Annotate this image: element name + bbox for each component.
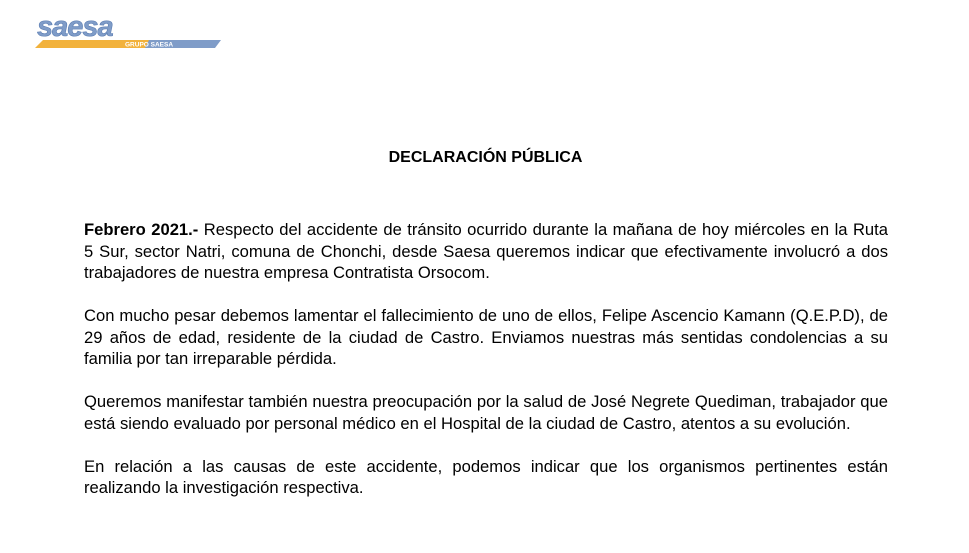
saesa-logo bbox=[33, 12, 223, 52]
saesa-logo-graphic bbox=[33, 12, 223, 52]
logo-subtext: GRUPO SAESA bbox=[125, 41, 174, 49]
paragraph-1-text: Respecto del accidente de tránsito ocurrido durante la mañana de hoy miércoles en la Ruta 5 Sur, sector Natri, comuna de Chonchi, desde Saesa queremos indicar que efectivamente involucró a dos trabajadores de nuestra empresa Contratista Orsocom. bbox=[84, 220, 888, 282]
document-body bbox=[84, 219, 888, 520]
paragraph-1-lead: Febrero 2021.- bbox=[84, 220, 199, 239]
logo-wordmark: saesa bbox=[37, 12, 113, 43]
paragraph-4: En relación a las causas de este accidente, podemos indicar que los organismos pertinentes están realizando la investigación respectiva. bbox=[84, 456, 888, 497]
paragraph-3: Queremos manifestar también nuestra preocupación por la salud de José Negrete Quediman, trabajador que está siendo evaluado por personal médico en el Hospital de la ciudad de Castro, atentos a su evolución. bbox=[84, 392, 888, 433]
document-title: DECLARACIÓN PÚBLICA bbox=[388, 149, 583, 166]
paragraph-2: Con mucho pesar debemos lamentar el fallecimiento de uno de ellos, Felipe Ascencio Kamann (Q.E.P.D), de 29 años de edad, residente de la ciudad de Castro. Enviamos nuestras más sentidas condolencias a su familia por tan irreparable pérdida. bbox=[84, 306, 888, 368]
paragraph-1 bbox=[84, 219, 888, 284]
